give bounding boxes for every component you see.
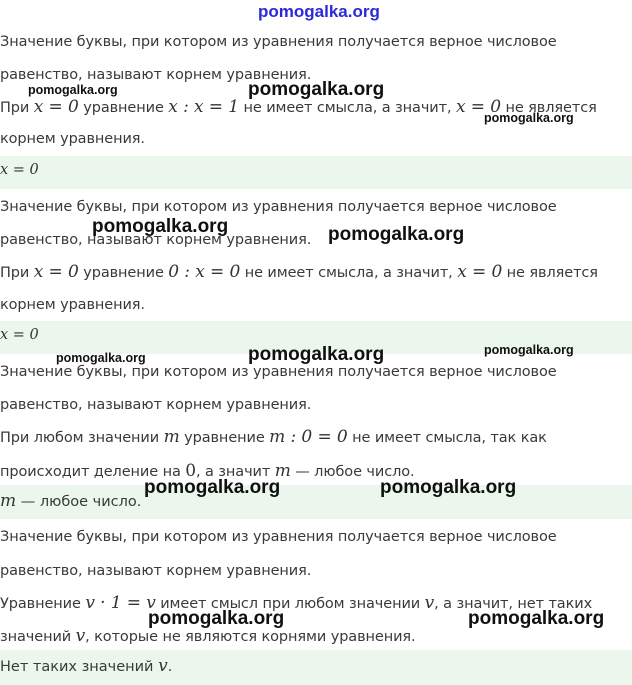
- explanation-line-2: корнем уравнения.: [0, 297, 145, 313]
- math: v · 1 = v: [85, 593, 156, 613]
- math: 0: [185, 461, 196, 481]
- watermark-top: pomogalka.org: [258, 2, 380, 21]
- text: не имеет смысла, а значит,: [238, 100, 456, 116]
- text: Уравнение: [0, 596, 86, 612]
- explanation-line-2: корнем уравнения.: [0, 131, 145, 147]
- watermark: pomogalka.org: [248, 344, 385, 365]
- math: x : x = 1: [168, 97, 239, 117]
- text: уравнение: [78, 265, 169, 281]
- definition-line-2: равенство, называют корнем уравнения.: [0, 67, 312, 83]
- answer-text: x = 0: [0, 327, 39, 343]
- text: , а значит: [195, 464, 275, 480]
- text: При: [0, 265, 34, 281]
- text: уравнение: [78, 100, 169, 116]
- watermark: pomogalka.org: [328, 224, 465, 245]
- math: x = 0: [457, 262, 503, 282]
- answer-text: [0, 491, 141, 511]
- answer-box: [0, 650, 632, 685]
- definition-line-1: Значение буквы, при котором из уравнения получается верное числовое: [0, 34, 557, 50]
- text: — любое число.: [290, 464, 415, 480]
- text: , а значит, нет таких: [434, 596, 593, 612]
- text: не является: [500, 100, 597, 116]
- text: При: [0, 100, 34, 116]
- watermark: pomogalka.org: [484, 111, 574, 125]
- watermark: pomogalka.org: [144, 477, 281, 498]
- watermark: pomogalka.org: [56, 351, 146, 365]
- explanation-line-1: [0, 427, 632, 447]
- watermark: pomogalka.org: [28, 83, 118, 97]
- text: не имеет смысла, так как: [347, 430, 547, 446]
- math: v: [158, 656, 168, 676]
- math: m: [163, 427, 180, 447]
- definition-line-2: равенство, называют корнем уравнения.: [0, 563, 312, 579]
- math: m: [274, 461, 291, 481]
- answer-box: [0, 485, 632, 519]
- text: не является: [502, 265, 598, 281]
- definition-line-2: равенство, называют корнем уравнения.: [0, 232, 312, 248]
- answer-box: [0, 156, 632, 189]
- watermark: pomogalka.org: [248, 79, 385, 100]
- definition-line-2: равенство, называют корнем уравнения.: [0, 397, 312, 413]
- watermark: pomogalka.org: [148, 608, 285, 629]
- math: m : 0 = 0: [269, 427, 348, 447]
- definition-line-1: Значение буквы, при котором из уравнения получается верное числовое: [0, 529, 557, 545]
- watermark: pomogalka.org: [468, 608, 605, 629]
- explanation-line-2: [0, 461, 632, 481]
- math: x = 0: [455, 97, 501, 117]
- text: — любое число.: [16, 494, 142, 510]
- math: x = 0: [33, 97, 79, 117]
- text: , которые не являются корнями уравнения.: [85, 629, 416, 645]
- text: Нет таких значений: [0, 659, 159, 675]
- definition-line-1: Значение буквы, при котором из уравнения получается верное числовое: [0, 199, 557, 215]
- text: не имеет смысла, а значит,: [240, 265, 458, 281]
- watermark: pomogalka.org: [380, 477, 517, 498]
- math: v: [75, 626, 86, 646]
- math: m: [0, 491, 17, 511]
- text: имеет смысл при любом значении: [155, 596, 425, 612]
- text: значений: [0, 629, 76, 645]
- math: x = 0: [33, 262, 79, 282]
- answer-text: [0, 656, 172, 676]
- text: При любом значении: [0, 430, 164, 446]
- text: происходит деление на: [0, 464, 186, 480]
- math: v: [424, 593, 435, 613]
- definition-line-1: Значение буквы, при котором из уравнения получается верное числовое: [0, 364, 557, 380]
- text: уравнение: [179, 430, 270, 446]
- explanation-line-1: [0, 262, 632, 282]
- watermark: pomogalka.org: [92, 216, 229, 237]
- math: 0 : x = 0: [168, 262, 241, 282]
- answer-text: x = 0: [0, 162, 39, 178]
- text: .: [167, 659, 173, 675]
- watermark: pomogalka.org: [484, 343, 574, 357]
